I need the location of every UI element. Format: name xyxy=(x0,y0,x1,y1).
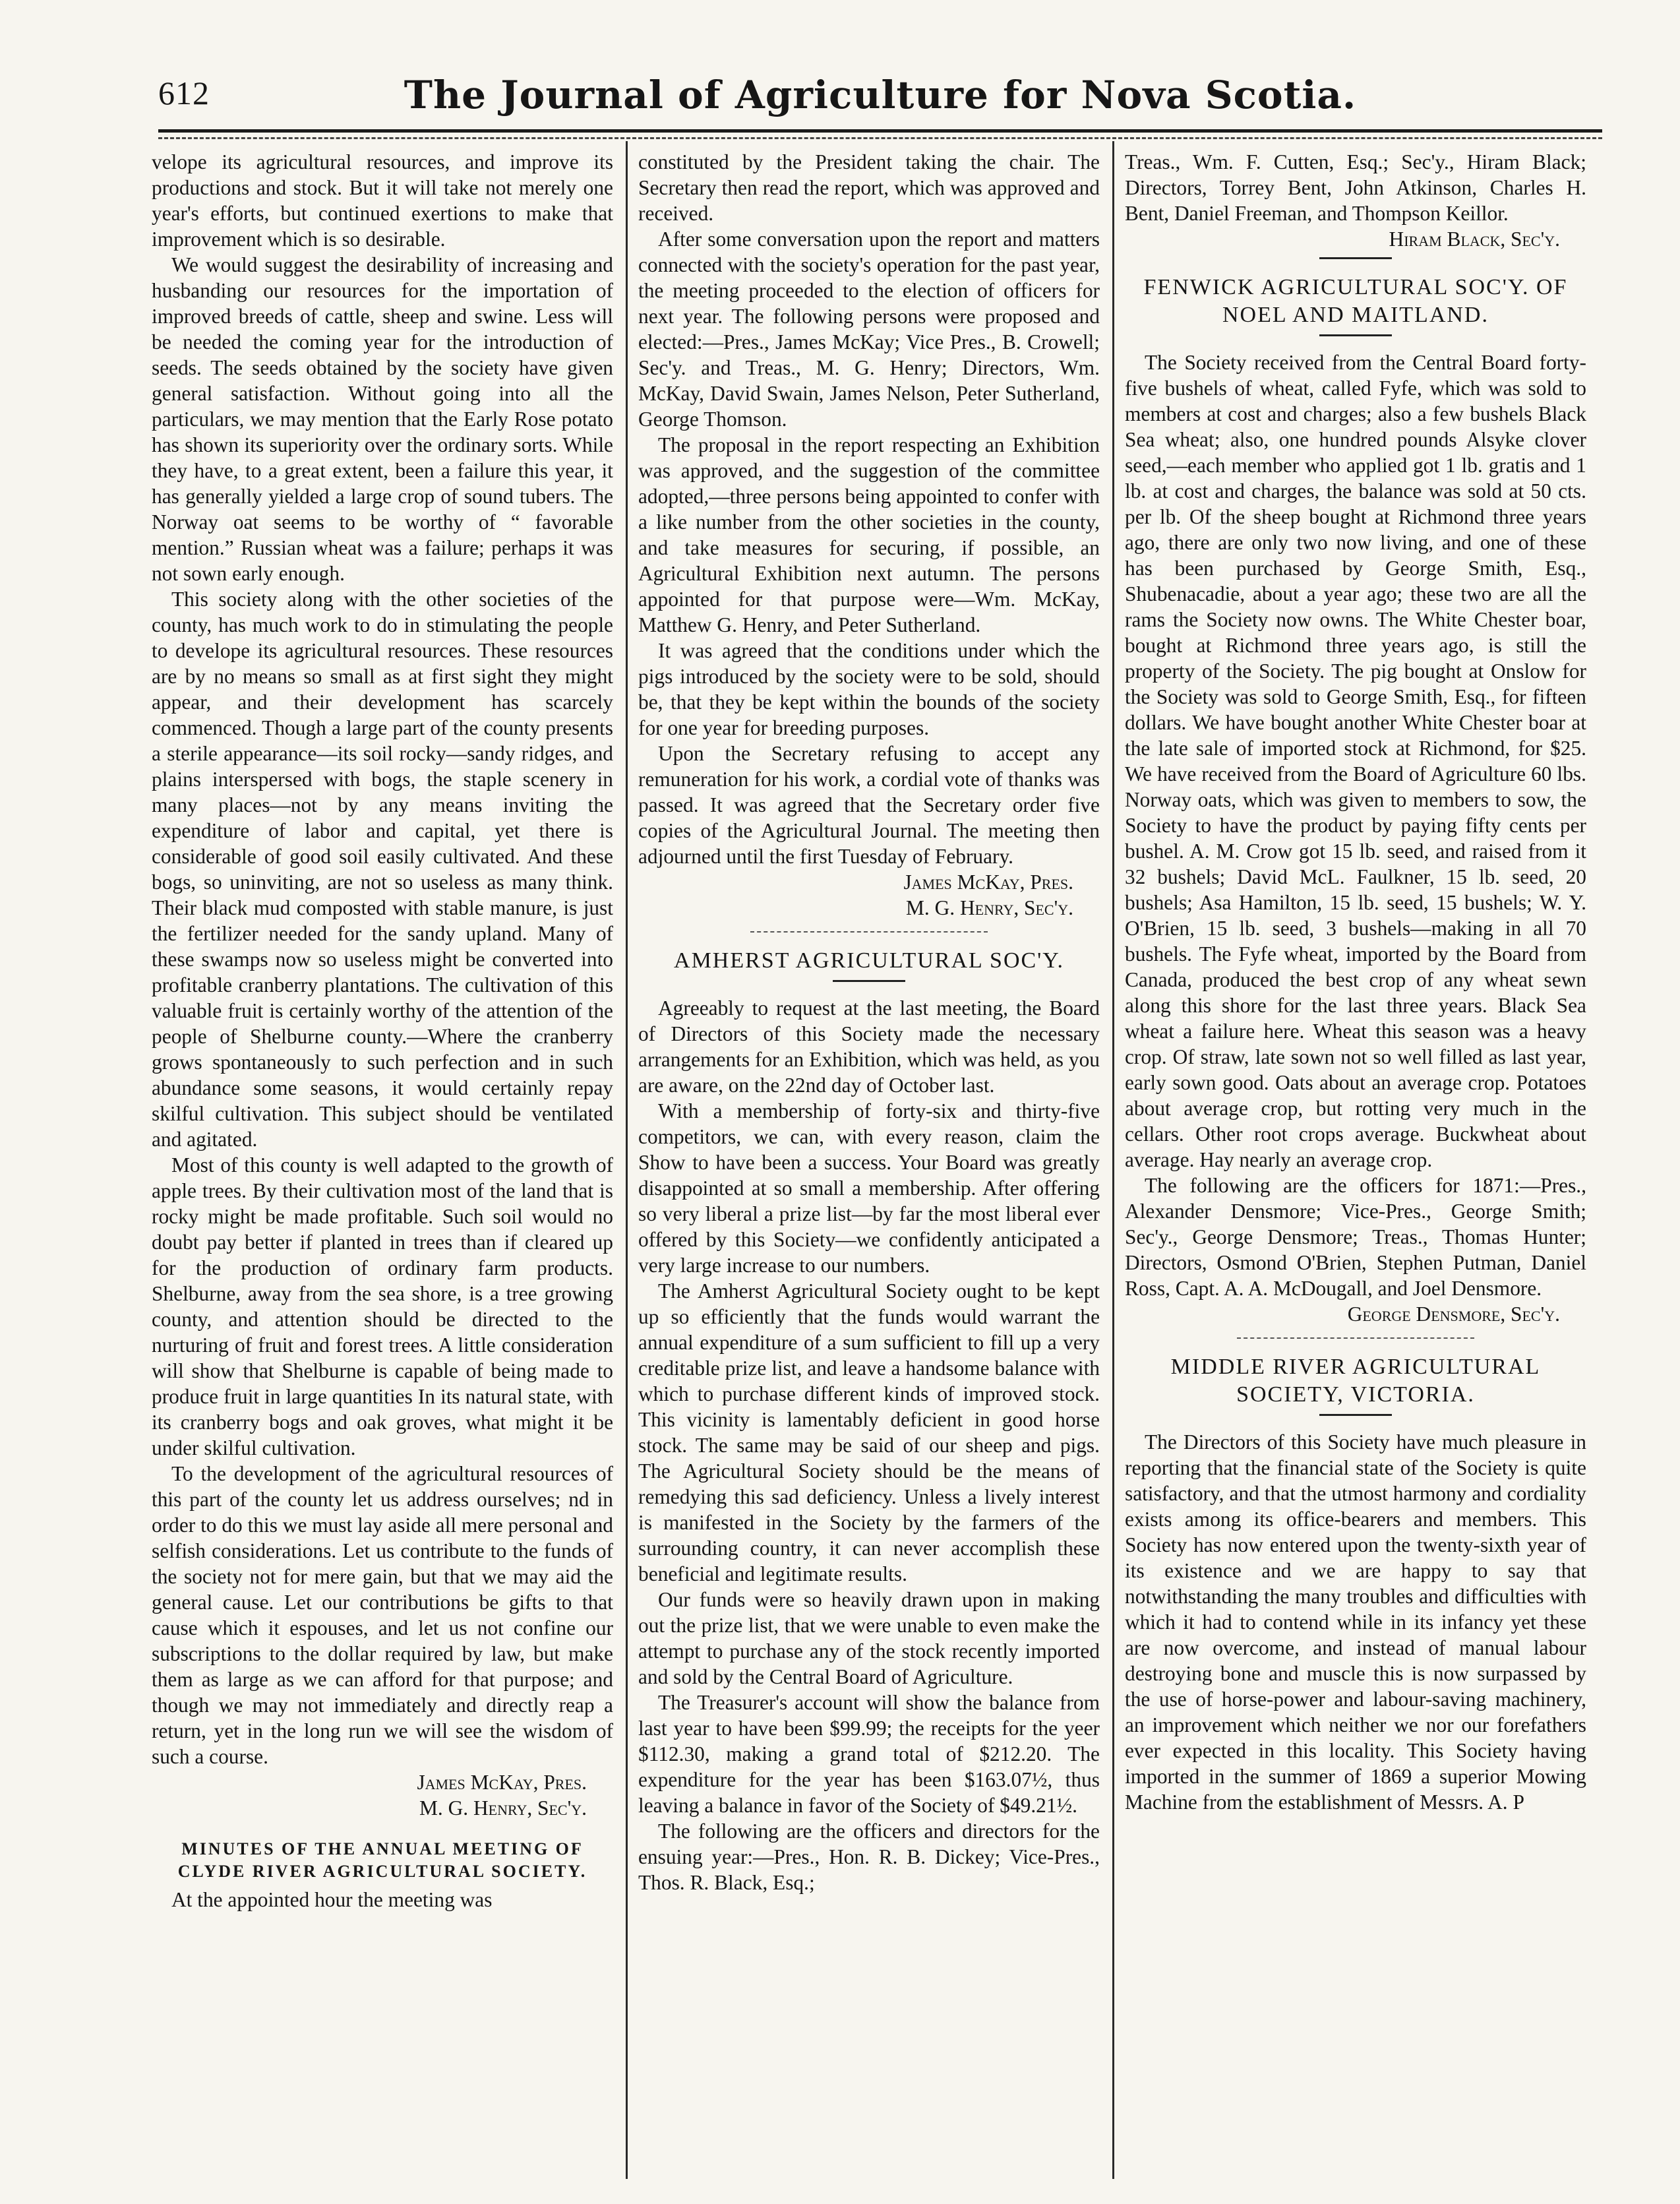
section-separator xyxy=(1319,257,1392,259)
section-heading-fenwick: FENWICK AGRICULTURAL SOC'Y. OF NOEL AND MAITLAND. xyxy=(1143,275,1568,327)
signature-block xyxy=(1125,1301,1586,1327)
paragraph: Upon the Secretary refusing to accept any remuneration for his work, a cordial vote of thanks was passed. It was agreed that the Secretary order five copies of the Agricultural Journal. The meeting then adjourned until the first Tuesday of February. xyxy=(638,742,1100,868)
signature-president: James McKay, Pres. xyxy=(903,871,1073,894)
paragraph: The following are the officers for 1871:—Pres., Alexander Densmore; Vice-Pres., George Smith; Sec'y., George Densmore; Treas., Thomas Hunter; Directors, Osmond O'Brien, Stephen Putman, Daniel Ross, Capt. A. A. McDougall, and Joel Densmore. xyxy=(1125,1174,1586,1300)
section-heading-amherst: AMHERST AGRICULTURAL SOC'Y. xyxy=(674,948,1064,973)
signature-secretary: George Densmore, Sec'y. xyxy=(1347,1302,1560,1326)
paragraph: After some conversation upon the report and matters connected with the society's operation for the past year, the meeting proceeded to the election of officers for next year. The following persons were proposed and elected:—Pres., James McKay; Vice Pres., B. Crowell; Sec'y. and Treas., M. G. Henry; Directors, Wm. McKay, David Swain, James Nelson, Peter Sutherland, George Thomson. xyxy=(638,228,1100,431)
column-divider xyxy=(626,141,628,2179)
paragraph: With a membership of forty-six and thirty-five competitors, we can, with every reason, claim the Show to have been a success. Your Board was greatly disappointed at so small a membership. After offering so very liberal a prize list—by far the most liberal ever offered by this Society—we confidently anticipated a very large increase to our numbers. xyxy=(638,1099,1100,1277)
signature-block xyxy=(638,869,1100,921)
signature-secretary: Hiram Black, Sec'y. xyxy=(1389,228,1560,251)
column-2 xyxy=(638,149,1100,2167)
paragraph: The proposal in the report respecting an Exhibition was approved, and the suggestion of the committee adopted,—three persons being appointed to confer with a like number from the other societies in the county, and take measures for securing, if possible, an Agricultural Exhibition next autumn. The persons appointed for that purpose were—Wm. McKay, Matthew G. Henry, and Peter Sutherland. xyxy=(638,433,1100,636)
paragraph: Agreeably to request at the last meeting, the Board of Directors of this Society made the necessary arrangements for an Exhibition, which was held, as you are aware, on the 22nd day of October last. xyxy=(638,996,1100,1097)
signature-secretary: M. G. Henry, Sec'y. xyxy=(906,896,1073,919)
paragraph: The Society received from the Central Board forty-five bushels of wheat, called Fyfe, which was sold to members at cost and charges; also a few bushels Black Sea wheat; also, one hundred pounds Alsyke clover seed,—each member who applied got 1 lb. gratis and 1 lb. at cost and charges, the balance was sold at 50 cts. per lb. Of the sheep bought at Richmond three years ago, there are only two now living, and one of these has been purchased by George Smith, Esq., Shubenacadie, about a year ago; these two are all the rams the Society now owns. The White Chester boar, bought at Richmond three years ago, is still the property of the Society. The pig bought at Onslow for the Society was sold to George Smith, Esq., for fifteen dollars. We have bought another White Chester boar at the late sale of imported stock at Richmond, for $25. We have received from the Board of Agriculture 60 lbs. Norway oats, which was given to members to sow, the Society to have the product by paying fifty cents per bushel. A. M. Crow got 15 lb. seed, and raised from it 32 bushels; David McL. Faulkner, 15 lb. seed, 20 bushels; Asa Hamilton, 15 lb. seed, 15 bushels; W. Y. O'Brien, 15 lb. seed, 3 bushels—making in all 70 bushels. The Fyfe wheat, imported by the Board from Canada, produced the best crop of any wheat sewn along this shore for the last three years. Black Sea wheat a failure here. Wheat this season was a heavy crop. Of straw, late sown not so well filled as last year, early sown good. Oats about an average crop. Potatoes about average crop, but rotting very much in the cellars. Other root crops average. Buckwheat about average. Hay nearly an average crop. xyxy=(1125,351,1586,1171)
paragraph: constituted by the President taking the chair. The Secretary then read the report, which was approved and received. xyxy=(638,150,1100,225)
paragraph: velope its agricultural resources, and improve its productions and stock. But it will take not merely one year's efforts, but continued exertions to make that improvement which is so desirable. xyxy=(152,150,613,251)
column-divider xyxy=(1112,141,1114,2179)
paragraph: The following are the officers and directors for the ensuing year:—Pres., Hon. R. B. Dickey; Vice-Pres., Thos. R. Black, Esq.; xyxy=(638,1820,1100,1894)
signature-president: James McKay, Pres. xyxy=(417,1771,587,1794)
section-heading-clyde-river: MINUTES OF THE ANNUAL MEETING OF CLYDE RIVER AGRICULTURAL SOCIETY. xyxy=(177,1839,587,1881)
paragraph: We would suggest the desirability of increasing and husbanding our resources for the importation of improved breeds of cattle, sheep and swine. Less will be needed the coming year for the introduction of seeds. The seeds obtained by the society have given general satisfaction. Without going into all the particulars, we may mention that the Early Rose potato has shown its superiority over the ordinary sorts. While they have, to a great extent, been a failure this year, it has generally yielded a large crop of sound tubers. The Norway oat seems to be worthy of “ favorable mention.” Russian wheat was a failure; perhaps it was not sown early enough. xyxy=(152,253,613,585)
paragraph: This society along with the other societies of the county, has much work to do in stimulating the people to develope its agricultural resources. These resources are by no means so small as at first sight they might appear, and their development has scarcely commenced. Though a large part of the county presents a sterile appearance—its soil rocky—sandy ridges, and plains interspersed with bogs, the staple scenery in many places—not by any means inviting the expenditure of labor and capital, yet there is considerable of good soil easily cultivated. And these bogs, so uninviting, are not so useless as many think. Their black mud composted with stable manure, is just the fertilizer needed for the sandy upland. Many of these swamps now so useless might be converted into profitable cranberry plantations. The cultivation of this valuable fruit is certainly worthy of the attention of the people of Shelburne county.—Where the cranberry grows spontaneously to such perfection and in such abundance some seasons, it would certainly repay skilful cultivation. This subject should be ventilated and agitated. xyxy=(152,588,613,1151)
signature-block xyxy=(1125,226,1586,252)
paragraph: Most of this county is well adapted to the growth of apple trees. By their cultivation most of the land that is rocky might be made profitable. Such soil would no doubt pay better if planted in trees than if cleared up for the production of ordinary farm products. Shelburne, away from the sea shore, is a tree growing county, and attention should be directed to the nurturing of fruit and forest trees. A little consideration will show that Shelburne is capable of being made to produce fruit in large quantities In its natural state, with its cranberry bogs and oak groves, what might it be under skilful cultivation. xyxy=(152,1153,613,1459)
section-heading-middle-river: MIDDLE RIVER AGRICULTURAL SOCIETY, VICTORIA. xyxy=(1170,1355,1541,1407)
header-rule xyxy=(158,129,1602,133)
heading-rule xyxy=(833,980,905,982)
page-header xyxy=(158,74,1602,127)
column-1 xyxy=(152,149,613,2167)
journal-title: The Journal of Agriculture for Nova Scotia. xyxy=(404,73,1357,117)
paragraph: The Directors of this Society have much pleasure in reporting that the financial state of the Society is quite satisfactory, and that the utmost harmony and cordiality exists among its office-bearers and members. This Society has now entered upon the twenty-sixth year of its existence and we are happy to say that notwithstanding the many troubles and difficulties with which it had to contend while in its infancy yet these are now overcome, and instead of manual labour destroying bone and muscle this is now surpassed by the use of horse-power and labour-saving machinery, an improvement which neither we nor our forefathers ever expected in this locality. This Society having imported in the summer of 1869 a superior Mowing Machine from the establishment of Messrs. A. P xyxy=(1125,1430,1586,1814)
paragraph: Treas., Wm. F. Cutten, Esq.; Sec'y., Hiram Black; Directors, Torrey Bent, John Atkinson, Charles H. Bent, Daniel Freeman, and Thompson Keillor. xyxy=(1125,150,1586,225)
signature-block xyxy=(152,1769,613,1821)
column-3 xyxy=(1125,149,1586,2167)
paragraph: Our funds were so heavily drawn upon in making out the prize list, that we were unable to even make the attempt to purchase any of the stock recently imported and sold by the Central Board of Agriculture. xyxy=(638,1588,1100,1688)
heading-rule xyxy=(1319,334,1392,336)
section-separator xyxy=(1237,1337,1474,1339)
heading-rule xyxy=(1319,1414,1392,1416)
paragraph: At the appointed hour the meeting was xyxy=(171,1888,493,1911)
paragraph: The Amherst Agricultural Society ought to be kept up so efficiently that the funds would warrant the annual expenditure of a sum sufficient to fill up a very creditable prize list, and leave a handsome balance with which to purchase different kinds of improved stock. This vicinity is lamentably deficient in good horse stock. The same may be said of our sheep and pigs. The Agricultural Society should be the means of remedying this sad deficiency. Unless a lively interest is manifested in the Society by the farmers of the surrounding country, it can never accomplish these beneficial and legitimate results. xyxy=(638,1279,1100,1585)
page-number: 612 xyxy=(158,75,210,111)
paragraph: The Treasurer's account will show the balance from last year to have been $99.99; the receipts for the yeer $112.30, making a grand total of $212.20. The expenditure for the year has been $163.07½, thus leaving a balance in favor of the Society of $49.21½. xyxy=(638,1691,1100,1817)
section-separator xyxy=(750,931,988,933)
paragraph: It was agreed that the conditions under which the pigs introduced by the society were to be sold, should be, that they be kept within the bounds of the society for one year for breeding purposes. xyxy=(638,639,1100,739)
paragraph: To the development of the agricultural resources of this part of the county let us address ourselves; nd in order to do this we must lay aside all mere personal and selfish considerations. Let us contribute to the funds of the society not for mere gain, but that we may aid the general cause. Let our contributions be gifts to that cause which it espouses, and let us not confine our subscriptions to the dollar required by law, but make them as large as we can afford for that purpose; and though we may not immediately and directly reap a return, yet in the long run we will see the wisdom of such a course. xyxy=(152,1462,613,1768)
header-rule-dashed xyxy=(158,137,1602,139)
signature-secretary: M. G. Henry, Sec'y. xyxy=(419,1796,587,1820)
